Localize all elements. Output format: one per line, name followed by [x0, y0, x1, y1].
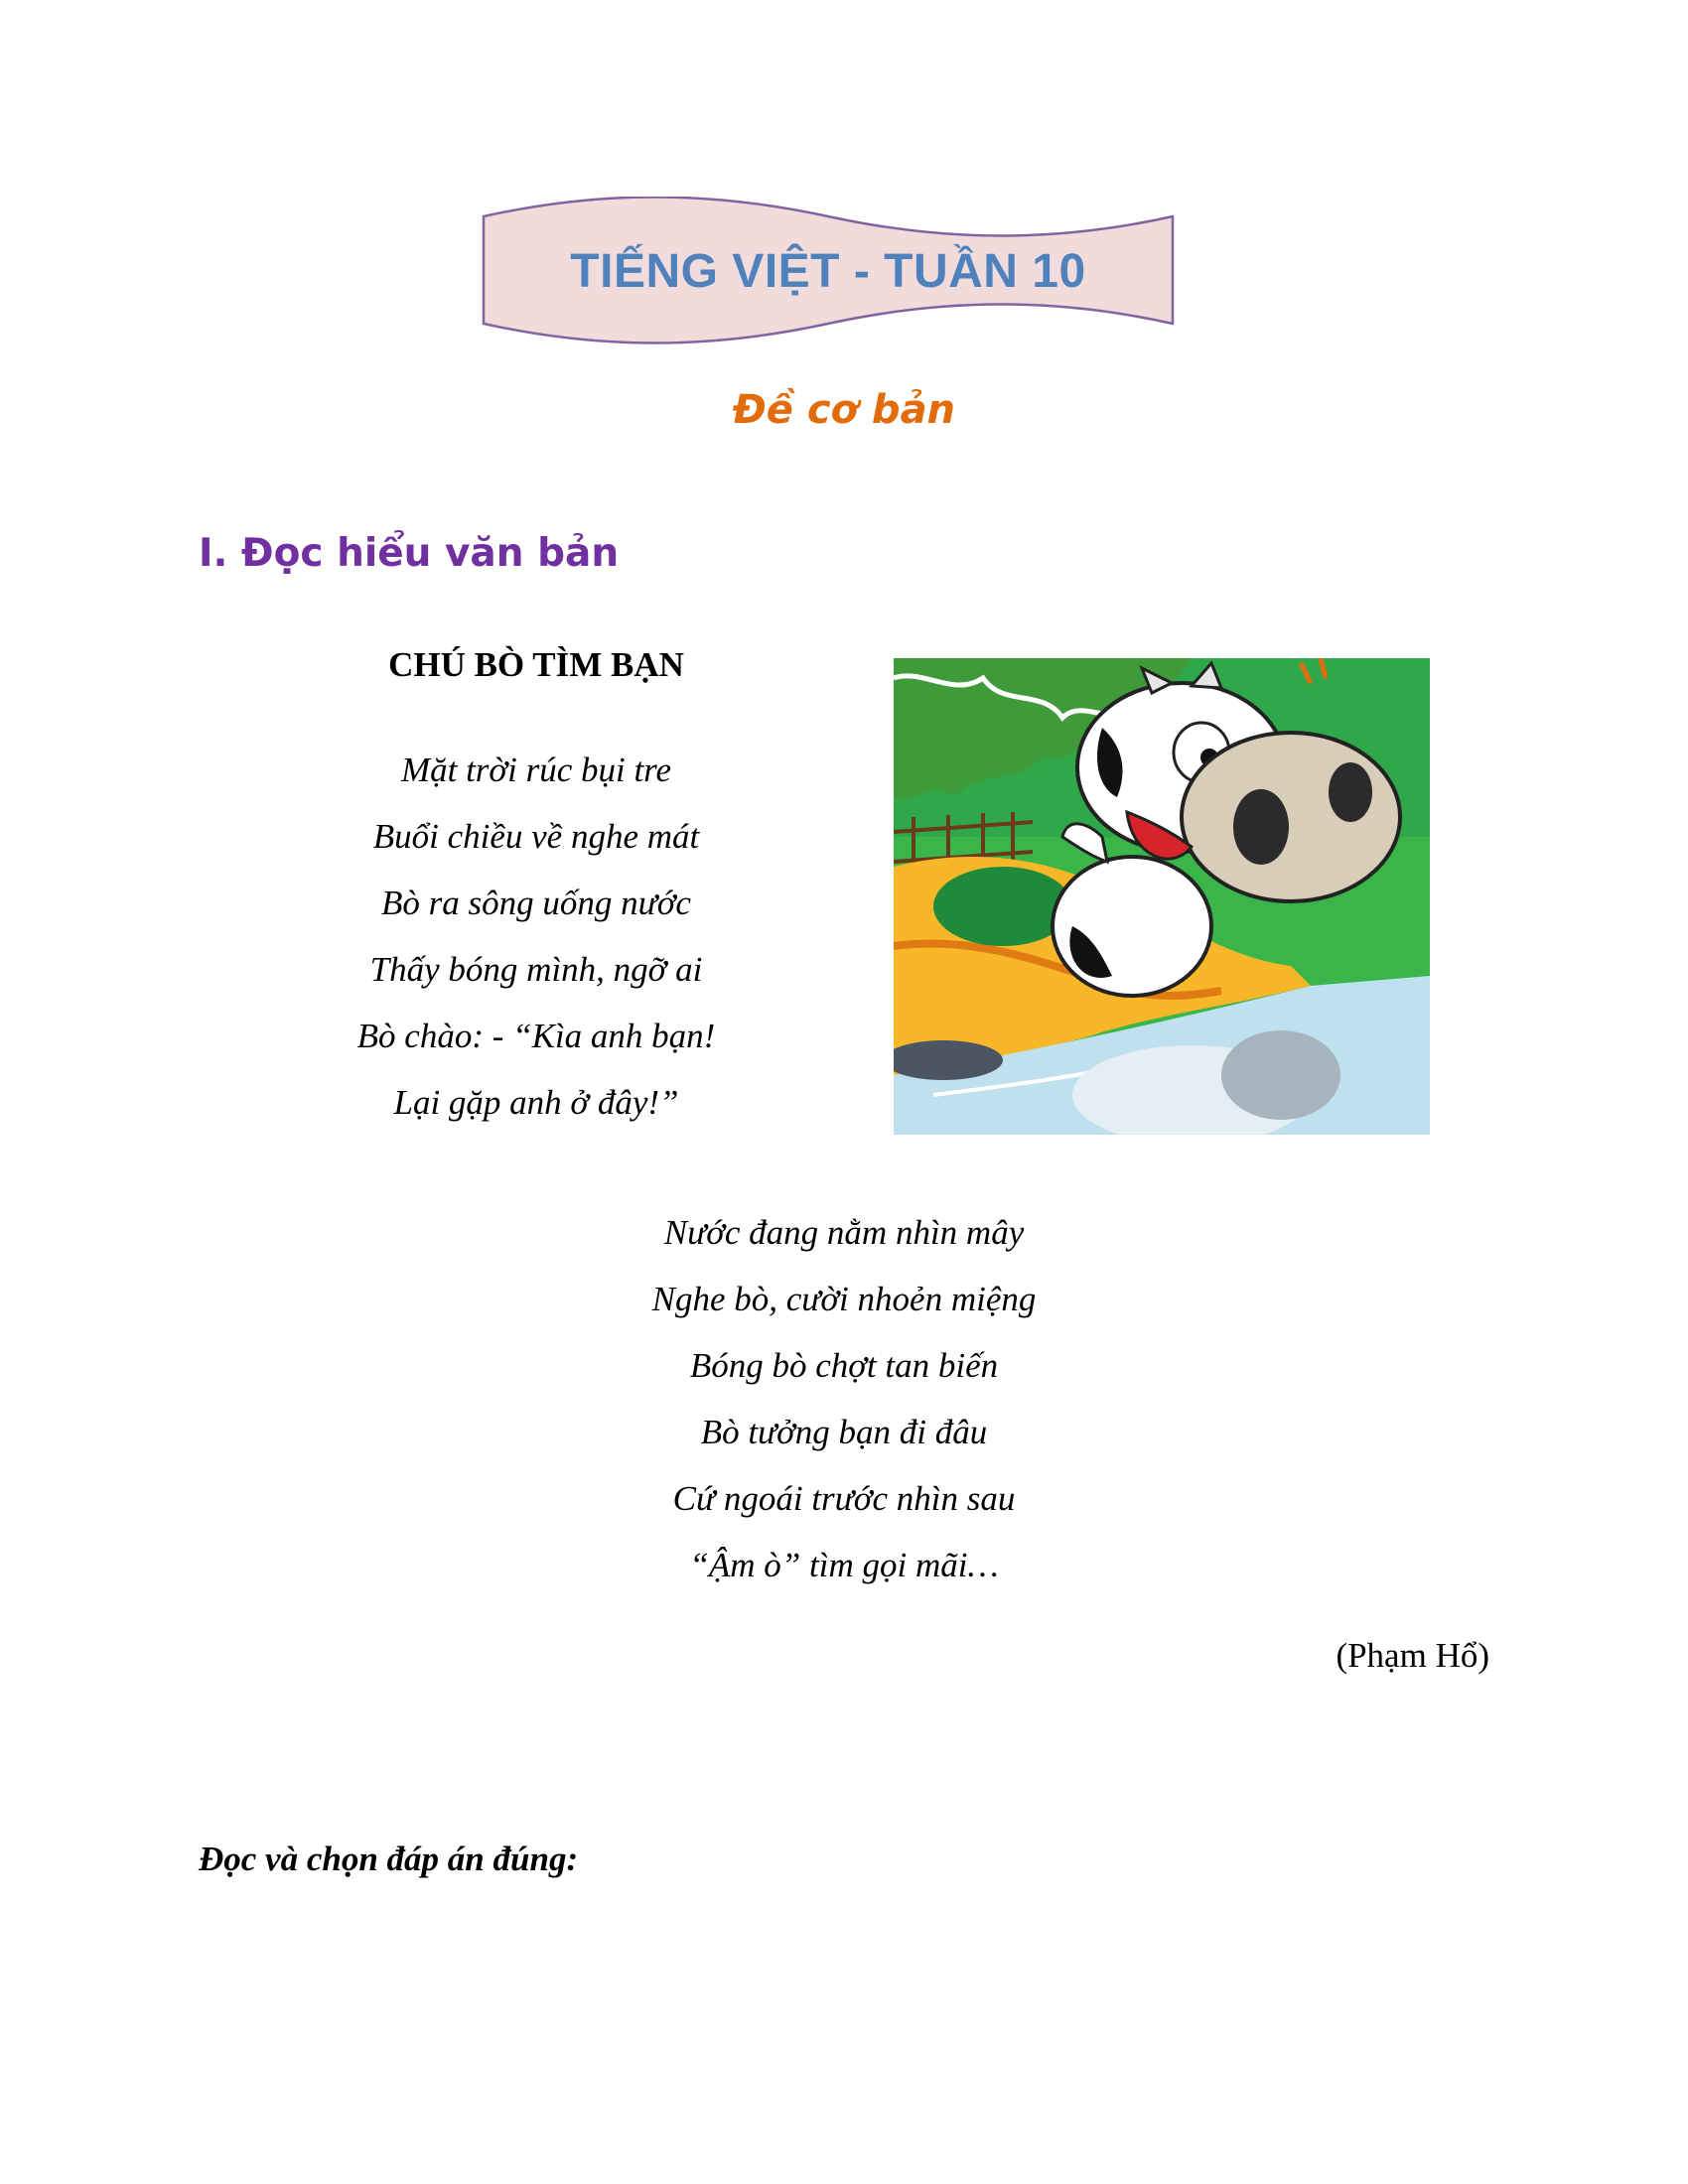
- poem-line: Buổi chiều về nghe mát: [372, 817, 700, 856]
- poem-line: Nghe bò, cười nhoẻn miệng: [651, 1280, 1037, 1318]
- poem-line: Bò ra sông uống nước: [381, 884, 691, 922]
- question-instruction: Đọc và chọn đáp án đúng:: [199, 1840, 579, 1878]
- poem-line: Bóng bò chợt tan biến: [689, 1346, 999, 1385]
- poem-line: Mặt trời rúc bụi tre: [400, 751, 672, 789]
- poem-line: Nước đang nằm nhìn mây: [663, 1213, 1025, 1252]
- cow-illustration: [894, 658, 1430, 1135]
- poem-stanza-2: [447, 1199, 1241, 1598]
- cow-at-river-icon: [894, 658, 1430, 1135]
- poem-line: Bò tưởng bạn đi đâu: [700, 1413, 988, 1451]
- poem-line: “Ậm ò” tìm gọi mãi…: [689, 1546, 999, 1584]
- page-subtitle: Đề cơ bản: [732, 387, 956, 433]
- section-heading: I. Đọc hiểu văn bản: [199, 531, 620, 576]
- poem-line: Thấy bóng mình, ngỡ ai: [369, 950, 703, 989]
- poem-author: (Phạm Hổ): [1336, 1636, 1489, 1675]
- poem-title: CHÚ BÒ TÌM BẠN: [388, 645, 684, 684]
- poem-stanza-1: [199, 737, 874, 1136]
- page-title: TIẾNG VIỆT - TUẦN 10: [570, 244, 1086, 298]
- poem-line: Cứ ngoái trước nhìn sau: [672, 1479, 1016, 1518]
- poem-line: Lại gặp anh ở đây!”: [393, 1083, 679, 1122]
- poem-line: Bò chào: - “Kìa anh bạn!: [356, 1017, 716, 1055]
- title-banner: [481, 197, 1176, 345]
